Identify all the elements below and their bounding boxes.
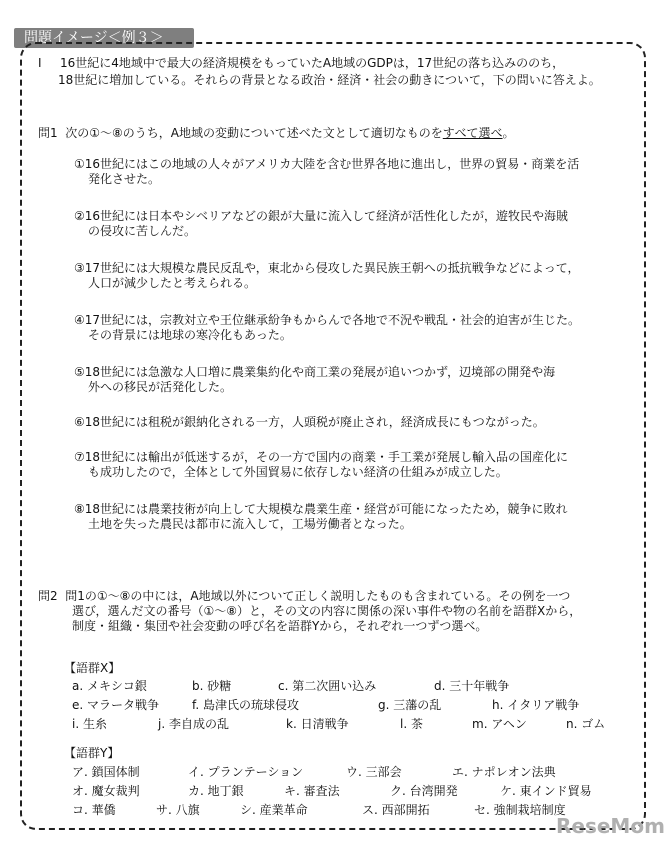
section-tab-label: 問題イメージ＜例３＞ bbox=[14, 28, 194, 48]
choice-item-6: ⑥18世紀には租税が銀納化される一方，人頭税が廃止され，経済成長にもつながった。 bbox=[74, 415, 545, 429]
choice-item-8: ⑧18世紀には農業技術が向上して大規模な農業生産・経営が可能になったため，競争に敗れ 土地を失った農民は都市に流入して，工場労働者となった。 bbox=[74, 502, 568, 531]
choice-item-7: ⑦18世紀には輸出が低迷するが，その一方で国内の商業・手工業が発展し輸入品の国産化に も成功したので，全体として外国貿易に依存しない経済の仕組みが成立した。 bbox=[74, 450, 569, 479]
choice-item-2: ②16世紀には日本やシベリアなどの銀が大量に流入して経済が活性化したが，遊牧民や海賊 の侵攻に苦しんだ。 bbox=[74, 209, 569, 238]
word-group-x-title: 【語群X】 bbox=[64, 661, 121, 675]
intro-line-1: Ⅰ 16世紀に4地域中で最大の経済規模をもっていたA地域のGDPは，17世紀の落ち込みののち， bbox=[38, 56, 565, 70]
intro-mark: Ⅰ bbox=[38, 56, 42, 70]
question-2-label: 問2 bbox=[38, 589, 58, 603]
intro-line-2: 18世紀に増加している。それらの背景となる政治・経済・社会の動きについて，下の問いに答えよ。 bbox=[58, 73, 601, 87]
choice-item-5: ⑤18世紀には急激な人口増に農業集約化や商工業の発展が追いつかず，辺境部の開発や海 外への移民が活発化した。 bbox=[74, 365, 556, 394]
choice-item-3: ③17世紀には大規模な農民反乱や，東北から侵攻した異民族王朝への抵抗戦争などによって， 人口が減少したと考えられる。 bbox=[74, 261, 580, 290]
word-group-y-title: 【語群Y】 bbox=[64, 746, 120, 760]
resemom-logo: ReseMom bbox=[556, 814, 665, 838]
choice-item-1: ①16世紀にはこの地域の人々がアメリカ大陸を含む世界各地に進出し，世界の貿易・商業を活 発化させた。 bbox=[74, 157, 580, 186]
question-1-label: 問1 bbox=[38, 126, 58, 140]
choice-item-4: ④17世紀には，宗教対立や王位継承紛争もからんで各地で不況や戦乱・社会的迫害が生じた。 その背景には地球の寒冷化もあった。 bbox=[74, 313, 581, 342]
underlined-instruction: すべて選べ bbox=[442, 126, 503, 140]
question-1: 問1 次の①～⑧のうち，A地域の変動について述べた文として適切なものをすべて選べ。 bbox=[38, 126, 515, 140]
question-2: 問2 問1の①～⑧の中には，A地域以外について正しく説明したものも含まれている。その例を一つ 選び，選んだ文の番号（①～⑧）と，その文の内容に関係の深い事件や物の名前を語群Xから， 制度・組織・集団や社会変動の呼び名を語群Yから，それぞれ一つずつ選べ。 bbox=[38, 589, 582, 633]
